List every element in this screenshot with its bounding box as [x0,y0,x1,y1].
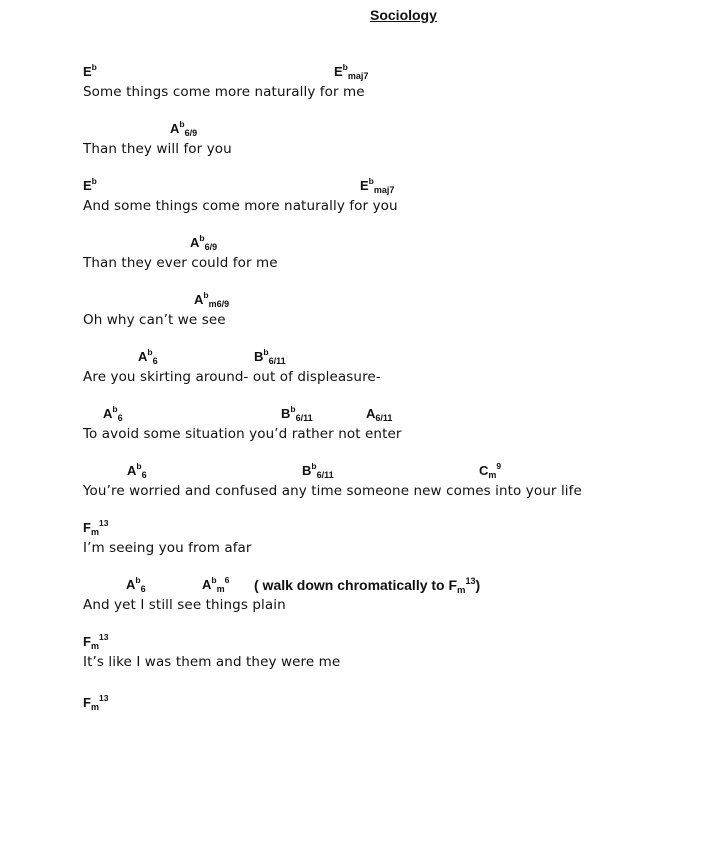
chord-quality: maj7 [347,71,369,81]
chord-root: A [190,235,200,250]
chord-e-flat [83,62,97,79]
chord-quality: 6/11 [295,413,313,423]
chord-b-flat-6-11 [254,347,286,366]
chord-root: B [281,406,291,421]
chord-quality: 6/9 [184,128,198,138]
chord-minor: m [90,641,99,651]
lyric-line-11: It’s like I was them and they were me [83,654,341,670]
chord-minor: m [488,470,497,480]
chord-accidental: b [112,404,118,414]
chord-accidental: b [368,176,374,186]
chord-accidental: b [311,461,317,471]
chord-minor: m [216,584,225,594]
song-title: Sociology [370,7,437,23]
chord-a-flat-6-9 [170,119,198,138]
chord-quality: maj7 [373,185,395,195]
lyric-line-10: And yet I still see things plain [83,597,286,613]
chord-extension: 9 [496,461,502,471]
chord-b-flat-6-11 [281,404,313,423]
chord-root: B [302,463,312,478]
chord-root: A [366,406,376,421]
chord-root: A [194,292,204,307]
chord-extension: 13 [98,693,109,703]
chord-quality: 6/11 [375,413,393,423]
chord-accidental: b [342,62,348,72]
annotation-text: ( walk down chromatically to F [254,577,458,593]
chord-a-flat-6 [127,461,147,480]
chord-a-flat-6 [126,575,146,594]
chord-root: A [202,577,212,592]
chord-f-m13 [83,693,109,712]
chord-accidental: b [211,575,217,585]
chord-quality: 6 [140,584,146,594]
chord-extension: 6 [224,575,230,585]
chord-root: A [170,121,180,136]
chord-quality: 6 [141,470,147,480]
chord-accidental: b [203,290,209,300]
annotation-extension: 13 [465,576,476,586]
chord-a-flat-6 [138,347,158,366]
chord-quality: 6/11 [316,470,334,480]
lyric-line-5: Oh why can’t we see [83,312,226,328]
chord-root: E [83,64,92,79]
lyric-line-9: I’m seeing you from afar [83,540,252,556]
chord-accidental: b [263,347,269,357]
lyric-line-2: Than they will for you [83,141,232,157]
chord-f-m13 [83,518,109,537]
walkdown-annotation [254,576,481,596]
lyric-line-4: Than they ever could for me [83,255,278,271]
chord-quality: 6/9 [204,242,218,252]
chord-accidental: b [136,461,142,471]
chord-accidental: b [147,347,153,357]
chord-accidental: b [179,119,185,129]
lyric-line-6: Are you skirting around- out of displeasure- [83,369,381,385]
chord-a-flat-6-9 [190,233,218,252]
chord-root: B [254,349,264,364]
chord-root: A [127,463,137,478]
chord-root: A [126,577,136,592]
annotation-minor: m [457,585,466,596]
chord-root: E [360,178,369,193]
chord-e-flat [83,176,97,193]
chord-accidental: b [135,575,141,585]
annotation-close: ) [475,577,481,593]
chord-root: E [83,178,92,193]
chord-minor: m [90,702,99,712]
chord-extension: 13 [98,518,109,528]
chord-c-m9 [479,461,502,480]
lyric-line-7: To avoid some situation you’d rather not enter [83,426,402,442]
chord-quality: 6/11 [268,356,286,366]
chord-quality: 6 [117,413,123,423]
chord-accidental: b [91,176,97,186]
chord-a-flat-m6-9 [194,290,230,309]
chord-extension: 13 [98,632,109,642]
chord-root: A [138,349,148,364]
chord-root: C [479,463,489,478]
chord-accidental: b [199,233,205,243]
chord-accidental: b [91,62,97,72]
chord-root: F [83,520,91,535]
chord-quality: m6/9 [208,299,230,309]
chord-root: E [334,64,343,79]
chord-root: A [103,406,113,421]
lyric-line-1: Some things come more naturally for me [83,84,365,100]
chord-accidental: b [290,404,296,414]
chord-a-flat-6 [103,404,123,423]
lyric-line-8: You’re worried and confused any time someone new comes into your life [83,483,582,499]
chord-e-flat-maj7 [360,176,395,195]
chord-quality: 6 [152,356,158,366]
chord-root: F [83,695,91,710]
chord-minor: m [90,527,99,537]
chord-f-m13 [83,632,109,651]
chord-a-flat-m6 [202,575,230,594]
chord-a-6-11 [366,406,393,423]
lyric-line-3: And some things come more naturally for you [83,198,398,214]
chord-e-flat-maj7 [334,62,369,81]
chord-b-flat-6-11 [302,461,334,480]
chord-root: F [83,634,91,649]
